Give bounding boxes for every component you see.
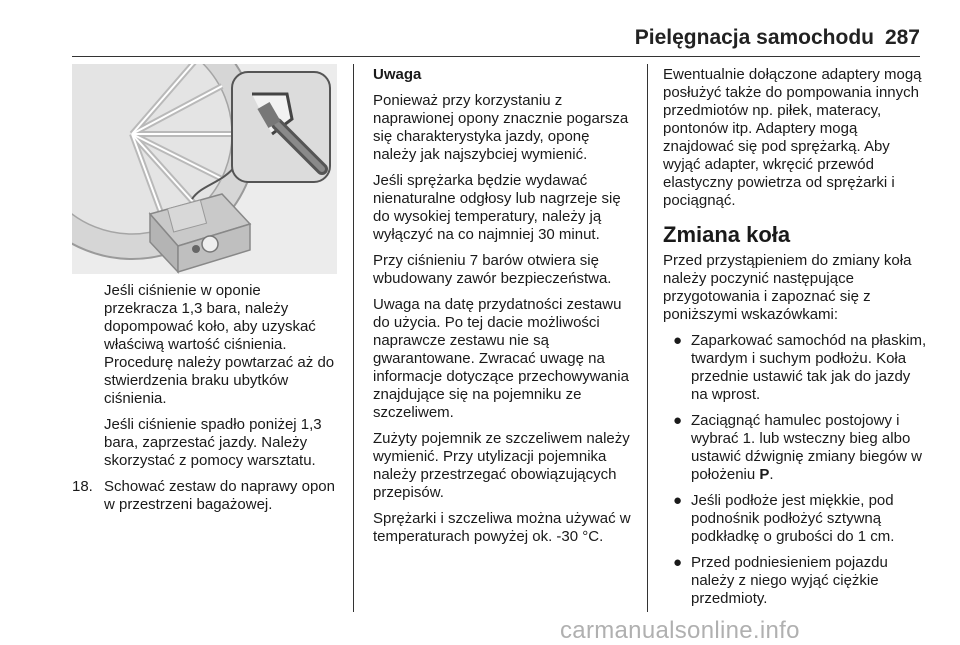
bullet-icon: ● [673, 554, 683, 571]
note-body: Ponieważ przy korzystaniu z naprawionej opony znacznie pogarsza się charakterystyka jazdy, oponę należy jak najszybciej wymienić. [373, 92, 629, 163]
column1-paragraph-1: Jeśli ciśnienie w oponie przekracza 1,3 bara, należy dopompować koło, aby uzyskać właściwą wartość ciśnienia. Procedurę należy powtarzać aż do stwierdzenia braku ubytków ciśnienia. [104, 282, 335, 407]
step-text: Schować zestaw do naprawy opon w przestrzeni bagażowej. [104, 478, 335, 513]
list-item: ● Przed podniesieniem pojazdu należy z niego wyjąć ciężkie przedmioty. [673, 554, 888, 607]
list-item: ● Zaparkować samochód na płaskim, twardym i suchym podłożu. Koła przednie ustawić tak jak do jazdy na wprost. [673, 332, 927, 403]
section-heading: Zmiana koła [663, 222, 791, 247]
tyre-repair-kit-illustration [72, 64, 337, 274]
bullet-icon: ● [673, 412, 683, 429]
preparation-list [663, 332, 927, 608]
gear-position-p: P [759, 466, 770, 483]
column-1 [72, 282, 338, 514]
note-title: Uwaga [373, 66, 422, 83]
column3-paragraph-1: Ewentualnie dołączone adaptery mogą posłużyć także do pompowania innych przedmiotów np. piłek, materacy, pontonów itp. Adaptery mogą znajdować się pod sprężarką. Aby wyjąć adapter, wkręcić przewód elastyczny powietrza od sprężarki i pociągnąć. [663, 66, 922, 209]
column2-paragraph-2: Przy ciśnieniu 7 barów otwiera się wbudowany zawór bezpieczeństwa. [373, 252, 612, 287]
column-divider-1 [353, 64, 354, 612]
column2-paragraph-5: Sprężarki i szczeliwa można używać w temperaturach powyżej ok. -30 °C. [373, 510, 631, 545]
column-divider-2 [647, 64, 648, 612]
step-number: 18. [72, 478, 93, 495]
watermark: carmanualsonline.info [560, 617, 800, 644]
list-item: ● Jeśli podłoże jest miękkie, pod podnośnik podłożyć sztywną podkładkę o grubości do 1 cm. [673, 492, 895, 545]
page-number: 287 [884, 26, 920, 49]
column2-paragraph-4: Zużyty pojemnik ze szczeliwem należy wymienić. Przy utylizacji pojemnika należy przestrzegać obowiązujących przepisów. [373, 430, 630, 501]
page-header-title: Pielęgnacja samochodu [634, 26, 874, 49]
bullet-icon: ● [673, 492, 683, 509]
column1-paragraph-2: Jeśli ciśnienie spadło poniżej 1,3 bara, zaprzestać jazdy. Należy skorzystać z pomocy warsztatu. [104, 416, 322, 469]
column2-paragraph-3: Uwaga na datę przydatności zestawu do użycia. Po tej dacie możliwości naprawcze zestawu nie są gwarantowane. Zwracać uwagę na informacje dotyczące przechowywania znajdujące się na pojemniku ze szczeliwem. [373, 296, 629, 421]
column-3 [663, 66, 927, 616]
column-2 [373, 66, 635, 554]
column2-paragraph-1: Jeśli sprężarka będzie wydawać nienaturalne odgłosy lub nagrzeje się do wysokiej temperatury, należy ją wyłączyć na co najmniej 30 minut. [373, 172, 621, 243]
valve-detail-inset [232, 72, 330, 182]
numbered-step-18 [72, 478, 338, 514]
list-item: ● Zaciągnąć hamulec postojowy i wybrać 1. lub wsteczny bieg albo ustawić dźwignię zmiany biegów w położeniu P. [673, 412, 922, 483]
header-rule [72, 56, 920, 57]
bullet-icon: ● [673, 332, 683, 349]
section-intro: Przed przystąpieniem do zmiany koła należy poczynić następujące przygotowania i zapoznać się z poniższymi wskazówkami: [663, 252, 912, 323]
